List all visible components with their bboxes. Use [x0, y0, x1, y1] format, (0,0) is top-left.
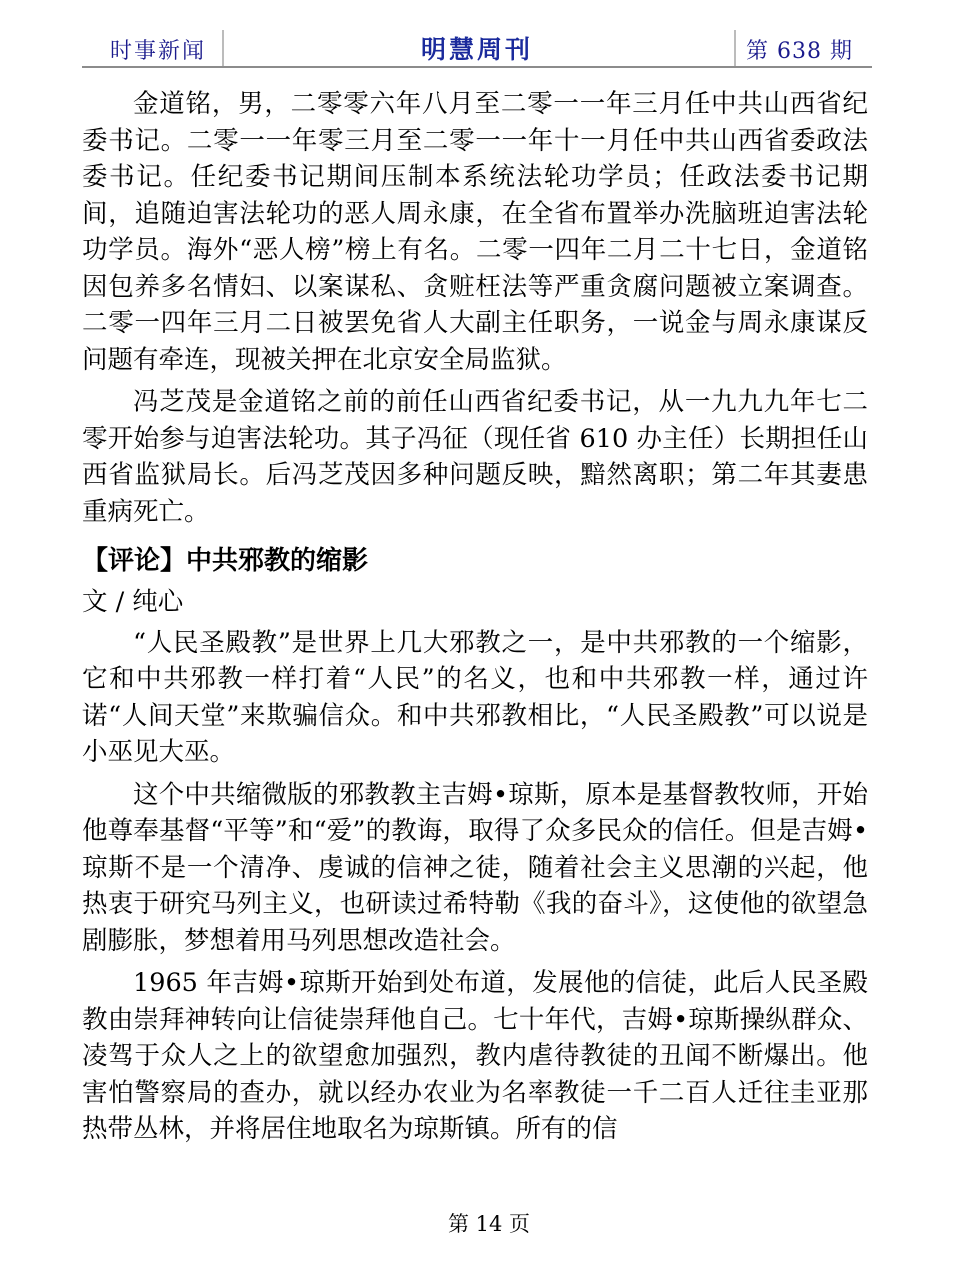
- header-rule: [82, 66, 872, 68]
- header-divider-right: [734, 30, 736, 66]
- issue-number: 第 638 期: [746, 39, 853, 64]
- commentary-author: 文 / 纯心: [82, 587, 184, 617]
- section-label: 时事新闻: [110, 39, 207, 64]
- article-paragraph: 金道铭，男，二零零六年八月至二零一一年三月任中共山西省纪委书记。二零一一年零三月至二零一一年十一月任中共山西省委政法委书记。任纪委书记期间压制本系统法轮功学员；任政法委书记期间，追随迫害法轮功的恶人周永康，在全省布置举办洗脑班迫害法轮功学员。海外“恶人榜”榜上有名。二零一四年二月二十七日，金道铭因包养多名情妇、以案谋私、贪赃枉法等严重贪腐问题被立案调查。二零一四年三月二日被罢免省人大副主任职务，一说金与周永康谋反问题有牵连，现被关押在北京安全局监狱。: [82, 89, 868, 375]
- article-paragraph: 冯芝茂是金道铭之前的前任山西省纪委书记，从一九九九年七二零开始参与迫害法轮功。其子冯征（现任省 610 办主任）长期担任山西省监狱局长。后冯芝茂因多种问题反映，黯然离职；第二年其妻患重病死亡。: [82, 387, 868, 527]
- page-content: [82, 86, 868, 1154]
- page-header: [82, 28, 872, 68]
- commentary-heading: 【评论】中共邪教的缩影: [82, 546, 369, 576]
- publication-title: 明慧周刊: [420, 35, 533, 64]
- commentary-paragraph: 这个中共缩微版的邪教教主吉姆•琼斯，原本是基督教牧师，开始他尊奉基督“平等”和“爱”的教诲，取得了众多民众的信任。但是吉姆•琼斯不是一个清净、虔诚的信神之徒，随着社会主义思潮的兴起，他热衷于研究马列主义，也研读过希特勒《我的奋斗》，这使他的欲望急剧膨胀，梦想着用马列思想改造社会。: [82, 779, 868, 956]
- page-number: 第 14 页: [447, 1212, 531, 1236]
- commentary-paragraph: 1965 年吉姆•琼斯开始到处布道，发展他的信徒，此后人民圣殿教由崇拜神转向让信徒崇拜他自己。七十年代，吉姆•琼斯操纵群众、凌驾于众人之上的欲望愈加强烈，教内虐待教徒的丑闻不断爆出。他害怕警察局的查办，就以经办农业为名率教徒一千二百人迁往圭亚那热带丛林，并将居住地取名为琼斯镇。所有的信: [82, 968, 868, 1144]
- commentary-paragraph: “人民圣殿教”是世界上几大邪教之一，是中共邪教的一个缩影，它和中共邪教一样打着“人民”的名义，也和中共邪教一样，通过许诺“人间天堂”来欺骗信众。和中共邪教相比，“人民圣殿教”可以说是小巫见大巫。: [82, 627, 868, 767]
